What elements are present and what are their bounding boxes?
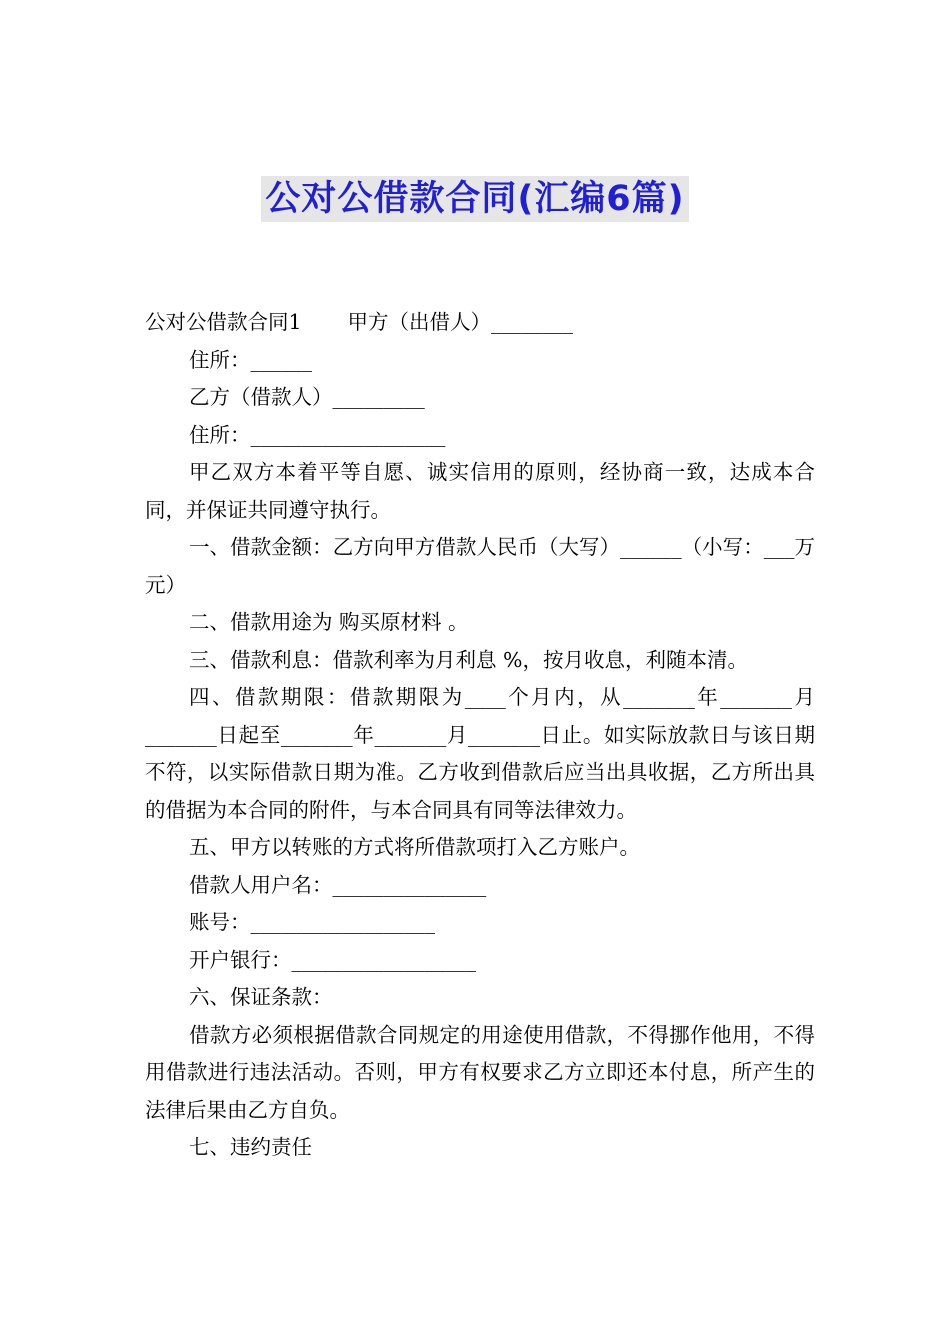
party-b-line: 乙方（借款人）_________ <box>189 385 425 409</box>
party-b-address: 住所：___________________ <box>189 422 446 447</box>
clause-2-purpose: 二、借款用途为 购买原材料 。 <box>189 610 469 634</box>
intro-paragraph: 甲乙双方本着平等自愿、诚实信用的原则，经协商一致，达成本合同，并保证共同遵守执行。 <box>145 460 815 522</box>
clause-5-transfer: 五、甲方以转账的方式将所借款项打入乙方账户。 <box>189 835 640 859</box>
document-title: 公对公借款合同(汇编6篇) <box>261 176 688 222</box>
document-body <box>145 304 815 1167</box>
contract-label: 公对公借款合同1 <box>145 310 302 334</box>
clause-1-amount: 一、借款金额：乙方向甲方借款人民币（大写）______（小写：___万元） <box>145 535 815 597</box>
clause-3-interest: 三、借款利息：借款利率为月利息 %，按月收息，利随本清。 <box>189 647 748 672</box>
account-name-line: 借款人用户名：_______________ <box>189 872 487 897</box>
clause-4-term: 四、借款期限：借款期限为____个月内，从_______年_______月_______日起至_______年_______月_______日止。如实际放款日与该日期不符，以实际借款日期为准。乙方收到借款后应当出具收据，乙方所出具的借据为本合同的附件，与本合同具有同等法律效力。 <box>145 685 815 822</box>
party-a-address: 住所：______ <box>189 347 312 372</box>
account-number-line: 账号：__________________ <box>189 910 435 934</box>
clause-7-heading: 七、违约责任 <box>189 1135 312 1159</box>
clause-6-body: 借款方必须根据借款合同规定的用途使用借款，不得挪作他用，不得用借款进行违法活动。否则，甲方有权要求乙方立即还本付息，所产生的法律后果由乙方自负。 <box>145 1022 815 1122</box>
bank-line: 开户银行：__________________ <box>189 947 476 972</box>
header-line <box>145 304 815 342</box>
clause-6-heading: 六、保证条款： <box>189 985 333 1009</box>
title-wrapper <box>0 176 950 222</box>
party-a-line: 甲方（出借人）________ <box>347 310 574 334</box>
